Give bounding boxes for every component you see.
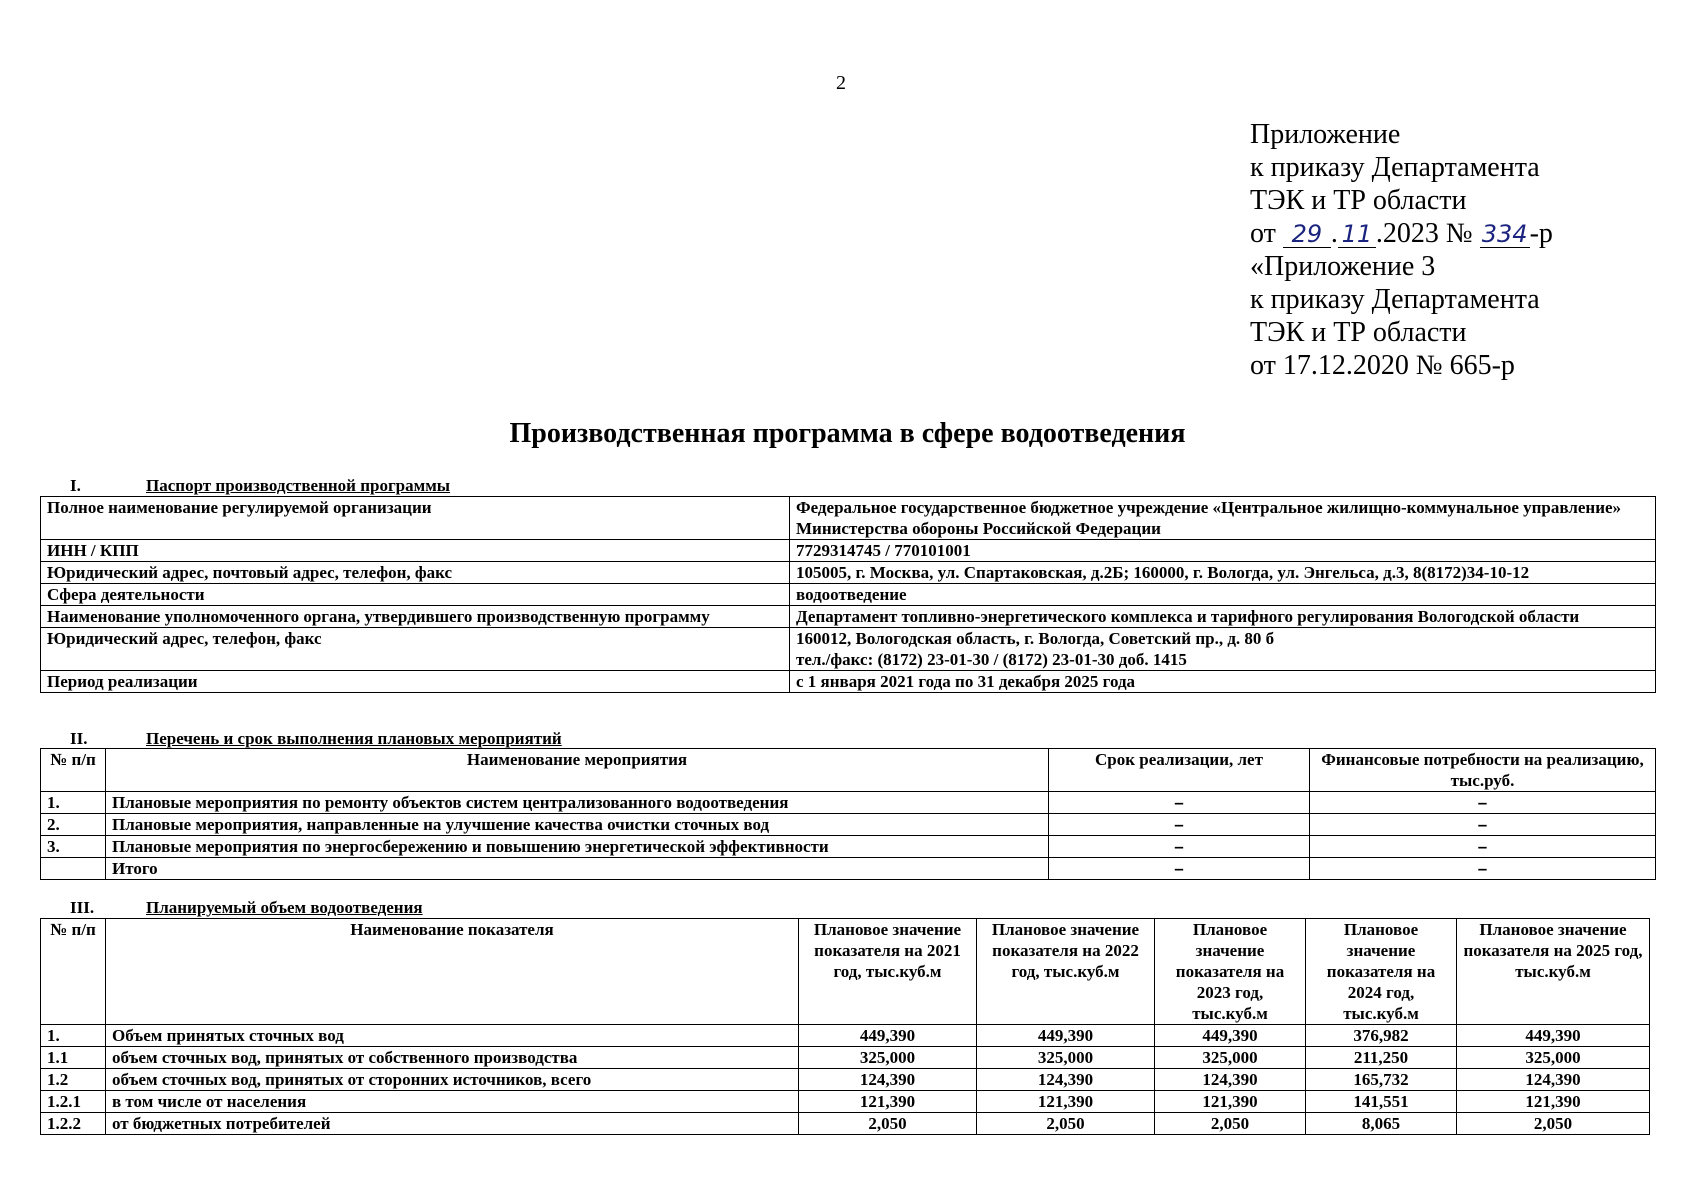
volume-table [40, 918, 1650, 1135]
section-1-heading: I. Паспорт производственной программы [70, 476, 451, 495]
appendix-block [1250, 118, 1553, 382]
document-title: Производственная программа в сфере водоотведения [509, 418, 1186, 449]
events-table [40, 748, 1656, 880]
table-header-row: № п/п Наименование мероприятия Срок реализации, лет Финансовые потребности на реализацию, тыс.руб. [41, 749, 1656, 792]
appendix-line: от 17.12.2020 № 665-р [1250, 350, 1515, 381]
appendix-line: Приложение [1250, 119, 1401, 150]
table-row: 1.1 объем сточных вод, принятых от собственного производства 325,000 325,000 325,000 211,250 325,000 [41, 1047, 1650, 1069]
appendix-line: к приказу Департамента [1250, 152, 1540, 183]
table-row: 1. Плановые мероприятия по ремонту объектов систем централизованного водоотведения – – [41, 792, 1656, 814]
appendix-line: ТЭК и ТР области [1250, 317, 1467, 348]
handwritten-order-number: 334 [1480, 221, 1530, 248]
table-row: 1.2.1 в том числе от населения 121,390 121,390 121,390 141,551 121,390 [41, 1091, 1650, 1113]
appendix-line: ТЭК и ТР области [1250, 185, 1467, 216]
appendix-line: «Приложение 3 [1250, 251, 1436, 282]
table-row: Полное наименование регулируемой организации Федеральное государственное бюджетное учреждение «Центральное жилищно-коммунальное управление» Министерства обороны Российской Федерации [41, 497, 1656, 540]
table-row: ИНН / КПП 7729314745 / 770101001 [41, 540, 1656, 562]
table-row: 1. Объем принятых сточных вод 449,390 449,390 449,390 376,982 449,390 [41, 1025, 1650, 1047]
table-row: Период реализации с 1 января 2021 года по 31 декабря 2025 года [41, 671, 1656, 693]
table-row: Наименование уполномоченного органа, утвердившего производственную программу Департамент топливно-энергетического комплекса и тарифного регулирования Вологодской области [41, 606, 1656, 628]
table-row: 2. Плановые мероприятия, направленные на улучшение качества очистки сточных вод – – [41, 814, 1656, 836]
handwritten-day: 29 [1283, 221, 1331, 248]
section-2-heading: II. Перечень и срок выполнения плановых мероприятий [70, 729, 562, 748]
table-row: Итого – – [41, 858, 1656, 880]
table-row: Сфера деятельности водоотведение [41, 584, 1656, 606]
section-3-heading: III. Планируемый объем водоотведения [70, 898, 423, 917]
order-date-line: от 29 . 11 .2023 № 334-р [1250, 218, 1553, 249]
table-row: 1.2 объем сточных вод, принятых от сторонних источников, всего 124,390 124,390 124,390 165,732 124,390 [41, 1069, 1650, 1091]
table-row: 1.2.2 от бюджетных потребителей 2,050 2,050 2,050 8,065 2,050 [41, 1113, 1650, 1135]
handwritten-month: 11 [1338, 221, 1376, 248]
table-row: Юридический адрес, почтовый адрес, телефон, факс 105005, г. Москва, ул. Спартаковская, д.2Б; 160000, г. Вологда, ул. Энгельса, д.3, 8(8172)34-10-12 [41, 562, 1656, 584]
passport-table [40, 496, 1656, 693]
table-row: 3. Плановые мероприятия по энергосбережению и повышению энергетической эффективности – – [41, 836, 1656, 858]
appendix-line: к приказу Департамента [1250, 284, 1540, 315]
table-header-row: № п/п Наименование показателя Плановое значение показателя на 2021 год, тыс.куб.м Плановое значение показателя на 2022 год, тыс.куб.м Плановое значение показателя на 2023 год, тыс.куб.м Плановое значение показателя на 2024 год, тыс.куб.м Плановое значение показателя на 2025 год, тыс.куб.м [41, 919, 1650, 1025]
table-row: Юридический адрес, телефон, факс 160012, Вологодская область, г. Вологда, Советский пр., д. 80 б тел./факс: (8172) 23-01-30 / (8172) 23-01-30 доб. 1415 [41, 628, 1656, 671]
page-number: 2 [836, 72, 846, 94]
